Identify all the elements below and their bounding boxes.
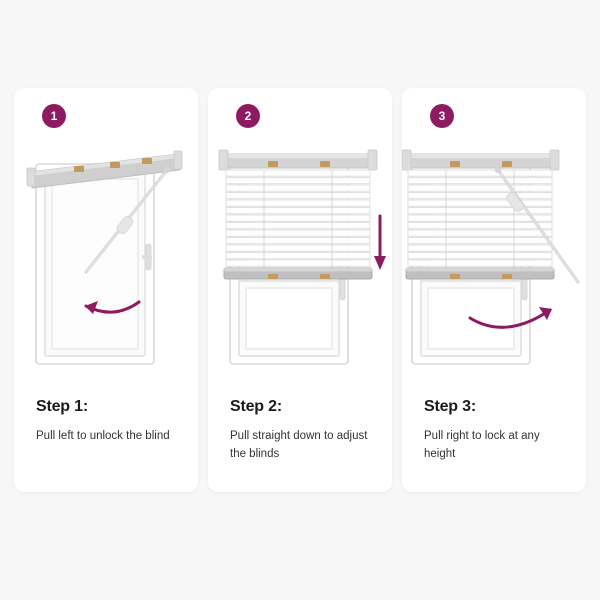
window-frame	[36, 164, 154, 364]
steps-container	[14, 88, 586, 492]
step-number-badge-1: 1	[42, 104, 66, 128]
step-card-3[interactable]	[402, 88, 586, 492]
step-caption-3	[424, 398, 572, 464]
step-caption-1	[36, 398, 184, 446]
blind-bottom-rail	[224, 268, 372, 279]
step-illustration-3	[402, 124, 586, 388]
blind-bottom-rail	[406, 268, 554, 279]
step-card-2[interactable]	[208, 88, 392, 492]
step-description-2: Pull straight down to adjust the blinds	[230, 430, 368, 460]
blind-headrail	[402, 150, 559, 170]
step-description-1: Pull left to unlock the blind	[36, 430, 170, 442]
step-description-3: Pull right to lock at any height	[424, 430, 540, 460]
step-caption-2	[230, 398, 378, 464]
step-title-3: Step 3:	[424, 398, 476, 415]
step-number-badge-3: 3	[430, 104, 454, 128]
step-illustration-2	[208, 124, 392, 388]
step-card-1[interactable]	[14, 88, 198, 492]
step-title-2: Step 2:	[230, 398, 282, 415]
arrow-down-icon	[374, 216, 386, 270]
step-illustration-1	[14, 124, 198, 388]
step-number-badge-2: 2	[236, 104, 260, 128]
blind-headrail	[219, 150, 377, 170]
step-title-1: Step 1:	[36, 398, 88, 415]
window-lower-sash	[239, 281, 339, 356]
